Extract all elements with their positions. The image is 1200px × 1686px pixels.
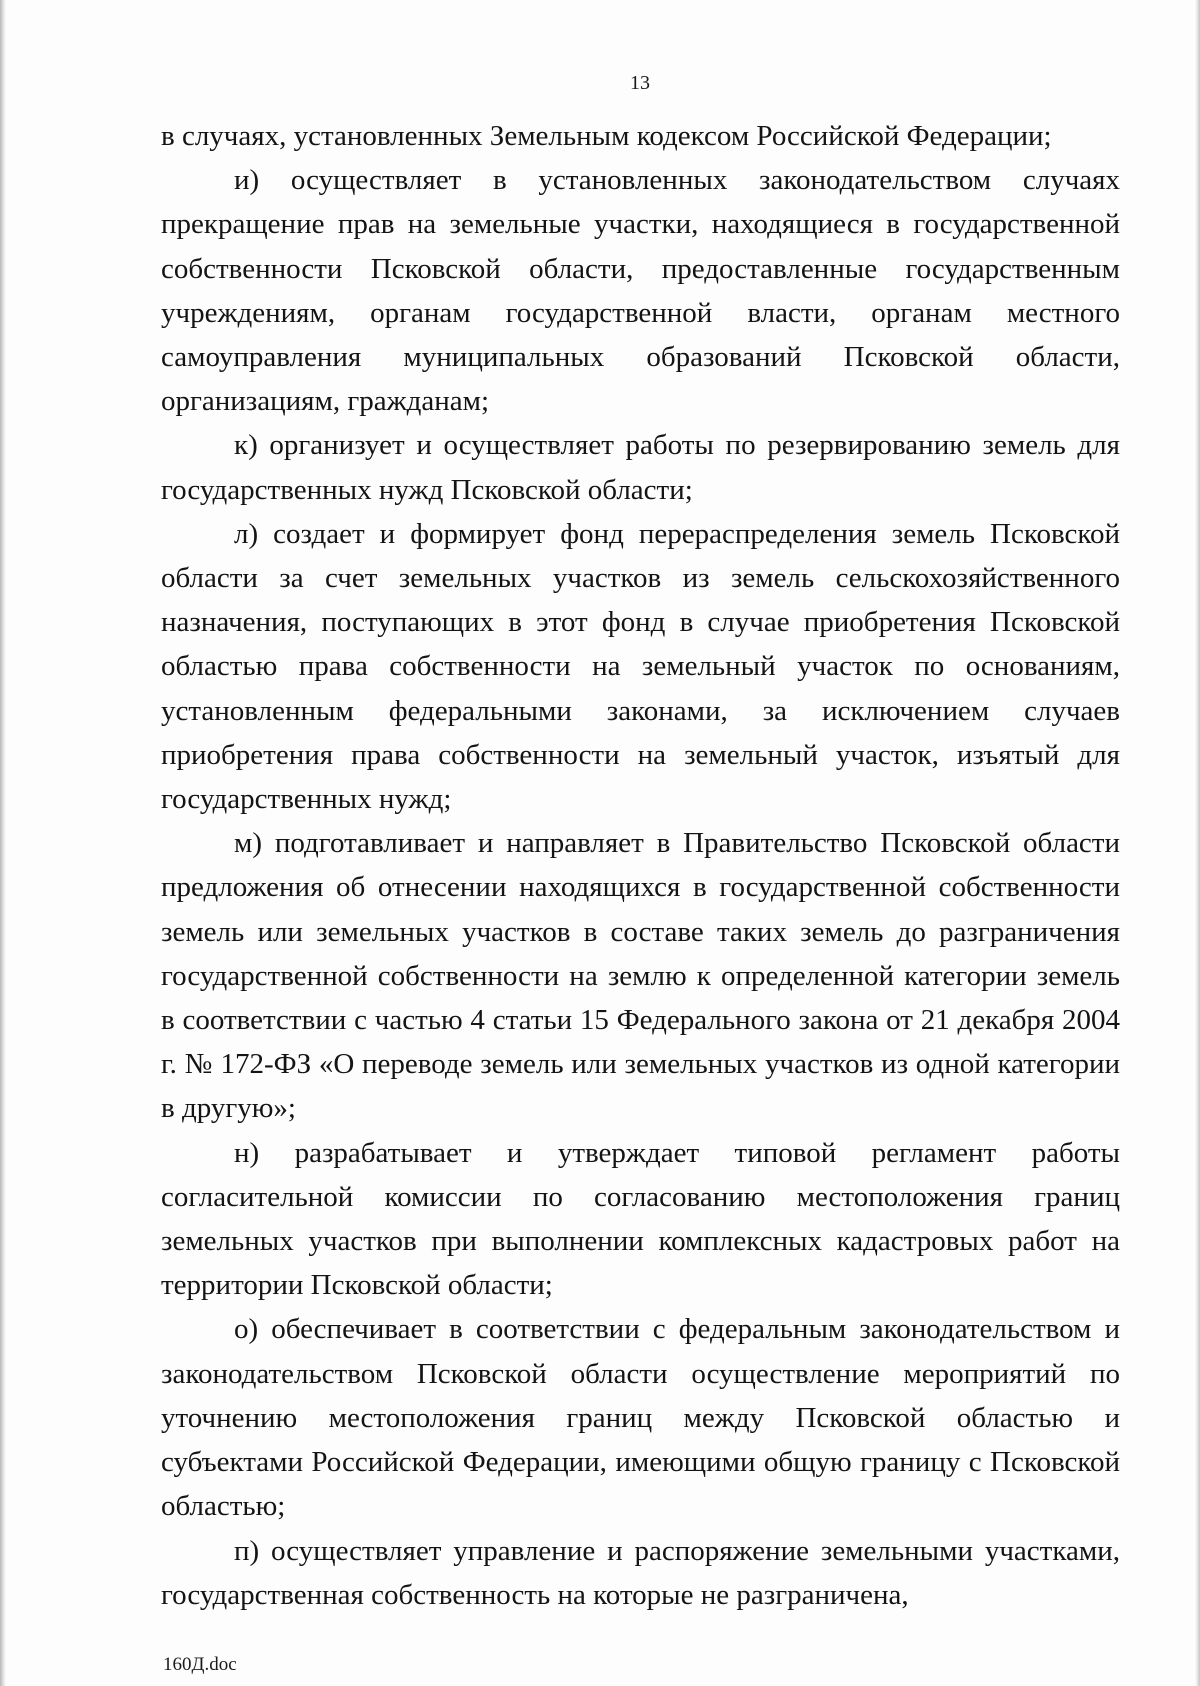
- scan-edge-left: [0, 0, 6, 1686]
- paragraph-item-l: л) создает и формирует фонд перераспределения земель Псковской области за счет земельных участков из земель сельскохозяйственного назначения, поступающих в этот фонд в случае приобретения Псковской областью права собственности на земельный участок по основаниям, установленным федеральными законами, за исключением случаев приобретения права собственности на земельный участок, изъятый для государственных нужд;: [161, 517, 1120, 816]
- document-filename-footer: 160Д.doc: [163, 1654, 237, 1675]
- paragraph-item-o: о) обеспечивает в соответствии с федеральным законодательством и законодательством Псковской области осуществление мероприятий по уточнению местоположения границ между Псковской областью и субъектами Российской Федерации, имеющими общую границу с Псковской областью;: [161, 1313, 1120, 1523]
- document-body: [161, 114, 1120, 1617]
- paragraph-item-m: м) подготавливает и направляет в Правительство Псковской области предложения об отнесении находящихся в государственной собственности земель или земельных участков в составе таких земель до разграничения государственной собственности на землю к определенной категории земель в соответствии с частью 4 статьи 15 Федерального закона от 21 декабря 2004 г. № 172-ФЗ «О переводе земель или земельных участков из одной категории в другую»;: [161, 827, 1120, 1125]
- paragraph-item-n: н) разрабатывает и утверждает типовой регламент работы согласительной комиссии по согласованию местоположения границ земельных участков при выполнении комплексных кадастровых работ на территории Псковской области;: [161, 1136, 1120, 1302]
- scan-edge-right: [1195, 0, 1200, 1686]
- paragraph-item-i: и) осуществляет в установленных законодательством случаях прекращение прав на земельные участки, находящиеся в государственной собственности Псковской области, предоставленные государственным учреждениям, органам государственной власти, органам местного самоуправления муниципальных образований Псковской области, организациям, гражданам;: [161, 164, 1120, 418]
- paragraph-continuation: в случаях, установленных Земельным кодексом Российской Федерации;: [161, 120, 1052, 152]
- paragraph-item-p: п) осуществляет управление и распоряжение земельными участками, государственная собственность на которые не разграничена,: [161, 1534, 1120, 1611]
- page-number: 13: [630, 72, 650, 94]
- paragraph-item-k: к) организует и осуществляет работы по резервированию земель для государственных нужд Псковской области;: [161, 429, 1120, 506]
